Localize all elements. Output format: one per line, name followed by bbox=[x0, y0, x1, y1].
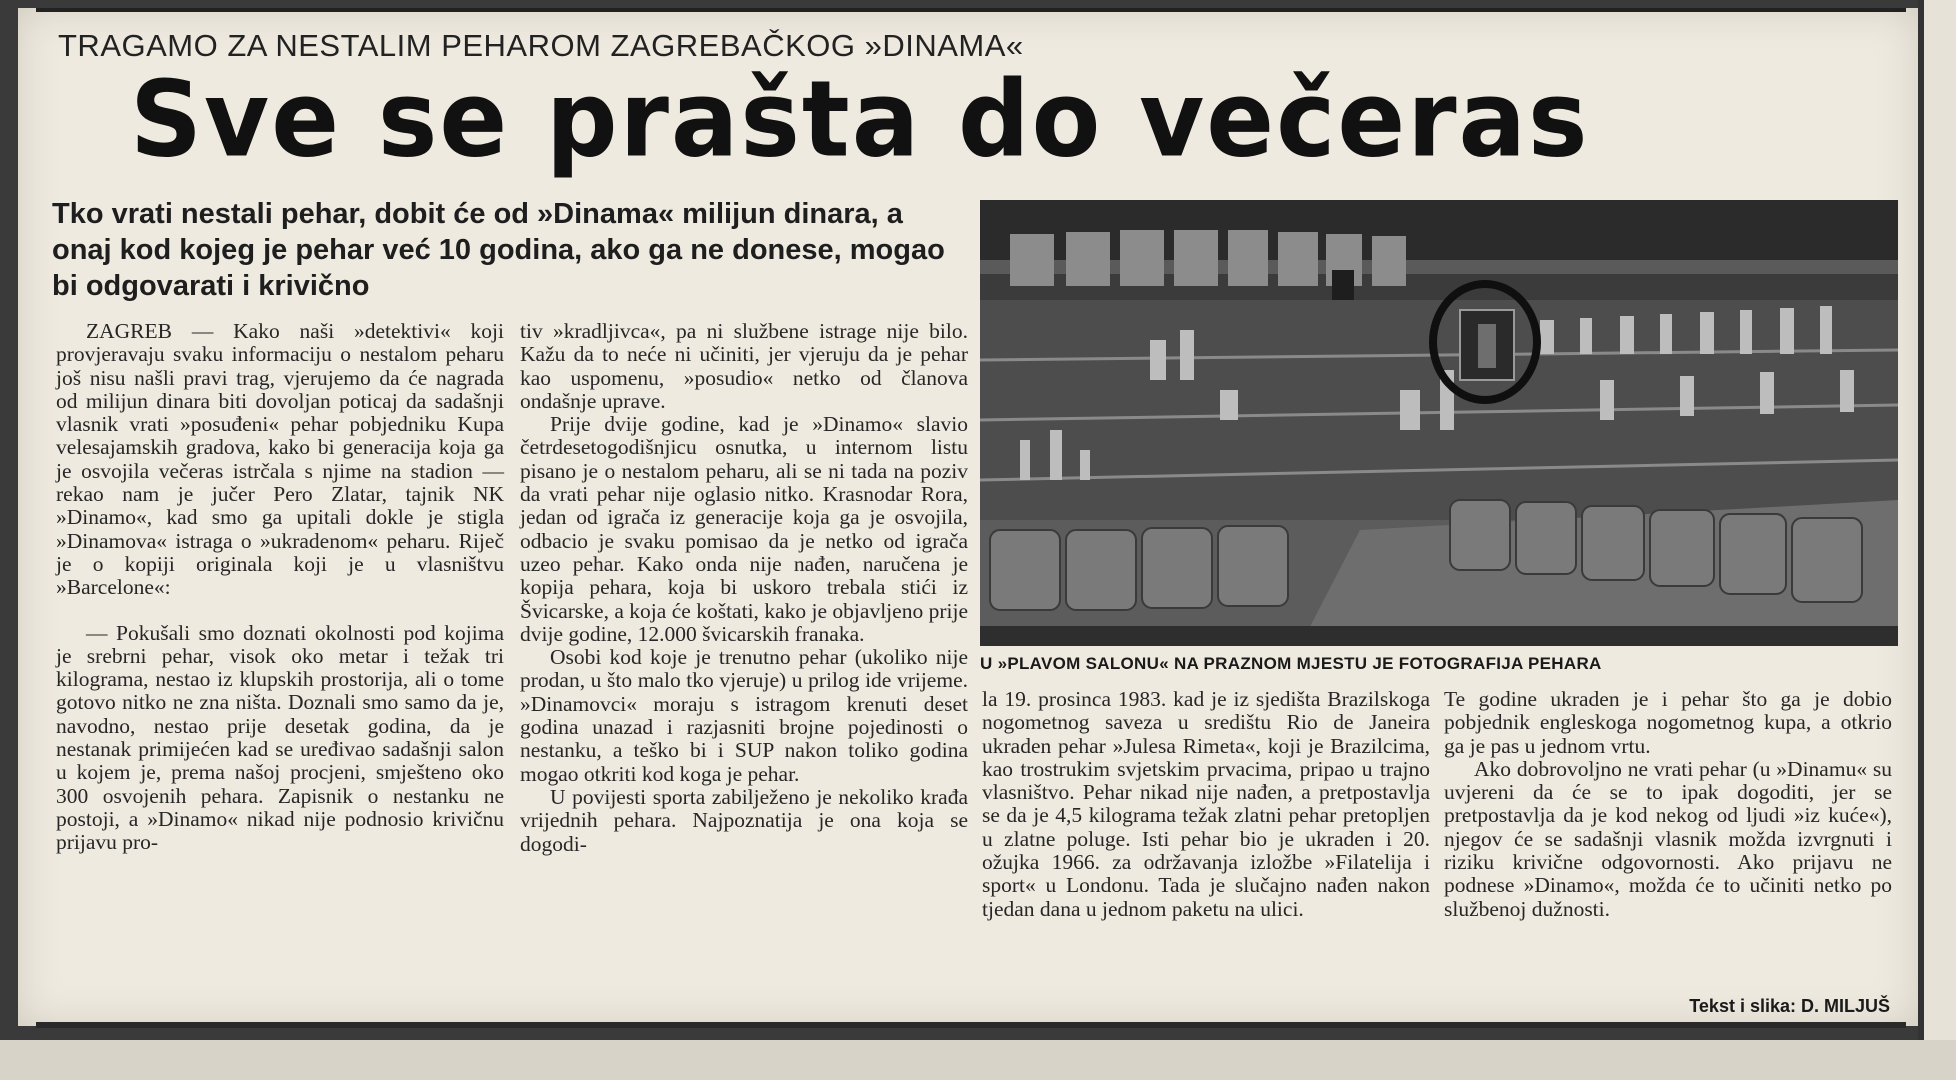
text-column-1 bbox=[56, 320, 504, 855]
text-column-4 bbox=[1444, 688, 1892, 921]
paragraph: Te godine ukraden je i pehar što ga je dobio pobjednik engleskoga nogometnog kupa, a otkrio ga je pas u jednom vrtu. bbox=[1444, 687, 1892, 758]
paragraph: U povijesti sporta zabilježeno je nekoliko krađa vrijednih pehara. Najpoznatija je ona koja se dogodi- bbox=[520, 784, 968, 856]
photo-caption: U »PLAVOM SALONU« NA PRAZNOM MJESTU JE FOTOGRAFIJA PEHARA bbox=[980, 654, 1602, 673]
paragraph: tiv »kradljivca«, pa ni službene istrage nije bilo. Kažu da to neće ni učiniti, jer vjeruju da je pehar kao uspomenu, »posudio« netko od članova ondašnje uprave. bbox=[520, 319, 968, 413]
paragraph: Ako dobrovoljno ne vrati pehar (u »Dinamu« su uvjereni da će se to ipak dogoditi, jer se pretpostavlja da je kod nekog od ljudi »iz kuće«), njegov će se sadašnji vlasnik možda izvrgnuti i riziku krivične odgovornosti. Ako prijavu ne podnese »Dinamo«, možda će to učiniti netko po službenoj dužnosti. bbox=[1444, 756, 1892, 921]
article-headline: Sve se prašta do večeras bbox=[130, 58, 1590, 181]
article-deck: Tko vrati nestali pehar, dobit će od »Dinama« milijun dinara, a onaj kod kojeg je pehar već 10 godina, ako ga ne donese, mogao bi odgovarati i krivično bbox=[52, 198, 945, 302]
bottom-rule bbox=[36, 1022, 1906, 1028]
text-column-3 bbox=[982, 688, 1430, 921]
article-kicker: TRAGAMO ZA NESTALIM PEHAROM ZAGREBAČKOG »DINAMA« bbox=[58, 28, 1024, 63]
adjacent-page-strip bbox=[1918, 0, 1956, 1080]
photo-illustration bbox=[980, 200, 1898, 646]
paragraph: la 19. prosinca 1983. kad je iz sjedišta Brazilskoga nogometnog saveza u središtu Rio de Janeira ukraden pehar »Julesa Rimeta«, koji je Brazilcima, kao trostrukim svjetskim prvacima, pripao u trajno vlasništvo. Pehar nikad nije nađen, a pretpostavlja se da je 4,5 kilograma težak zlatni pehar pretopljen u zlatne poluge. Isti pehar bio je ukraden i 20. ožujka 1966. za održavanja izložbe »Filatelija i sport« u Londonu. Tada je slučajno nađen nakon tjedan dana u jednom paketu na ulici. bbox=[982, 687, 1430, 921]
author-credit: Tekst i slika: D. MILJUŠ bbox=[1689, 996, 1890, 1016]
trophy-room-photo bbox=[980, 200, 1898, 646]
scan-bottom-margin bbox=[0, 1040, 1956, 1080]
text-column-2 bbox=[520, 320, 968, 856]
top-rule bbox=[36, 8, 1906, 12]
paragraph: ZAGREB — Kako naši »detektivi« koji provjeravaju svaku informaciju o nestalom peharu još nisu našli pravi trag, vjerujemo da će nagrada od milijun dinara biti dovoljan poticaj da sadašnji vlasnik vrati »posuđeni« pehar pobjedniku Kupa velesajamskih gradova, kako bi generacija koja ga je osvojila večeras istrčala s njime na stadion — rekao nam je jučer Pero Zlatar, tajnik NK »Dinamo«, kad smo ga upitali dokle je stigla »Dinamova« istraga o »ukradenom« peharu. Riječ je o kopiji originala koji je u vlasništvu »Barcelone«: bbox=[56, 319, 504, 600]
paragraph: Prije dvije godine, kad je »Dinamo« slavio četrdesetogodišnjicu osnutka, u internom listu pisano je o nestalom peharu, ali se ni tada na poziv da vrati pehar nije oglasio nitko. Krasnodar Rora, jedan od igrača iz generacije koja ga je osvojila, odbacio je svaku pomisao da je netko od igrača uzeo pehar. Kako onda nije nađen, naručena je kopija pehara, koja bi uskoro trebala stići iz Švicarske, a koja će koštati, kako je objavljeno prije dvije godine, 12.000 švicarskih franaka. bbox=[520, 412, 968, 646]
paragraph: Osobi kod koje je trenutno pehar (ukoliko nije prodan, u što malo tko vjeruje) u prilog ide vrijeme. »Dinamovci« moraju s istragom krenuti deset godina unazad i razjasniti brojne pojedinosti o nestanku, a teško bi i SUP nakon toliko godina mogao otkriti kod koga je pehar. bbox=[520, 645, 968, 786]
paragraph: — Pokušali smo doznati okolnosti pod kojima je srebrni pehar, visok oko metar i težak tri kilograma, nestao iz klupskih prostorija, ali o tome gotovo nitko ne zna ništa. Doznali smo samo da je, navodno, nestao prije desetak godina, da je nestanak primijećen kad se uređivao sadašnji salon u kojem je, prema našoj procjeni, smješteno oko 300 osvojenih pehara. Zapisnik o nestanku ne postoji, a »Dinamo« nikad nije podnosio krivičnu prijavu pro- bbox=[56, 620, 504, 855]
